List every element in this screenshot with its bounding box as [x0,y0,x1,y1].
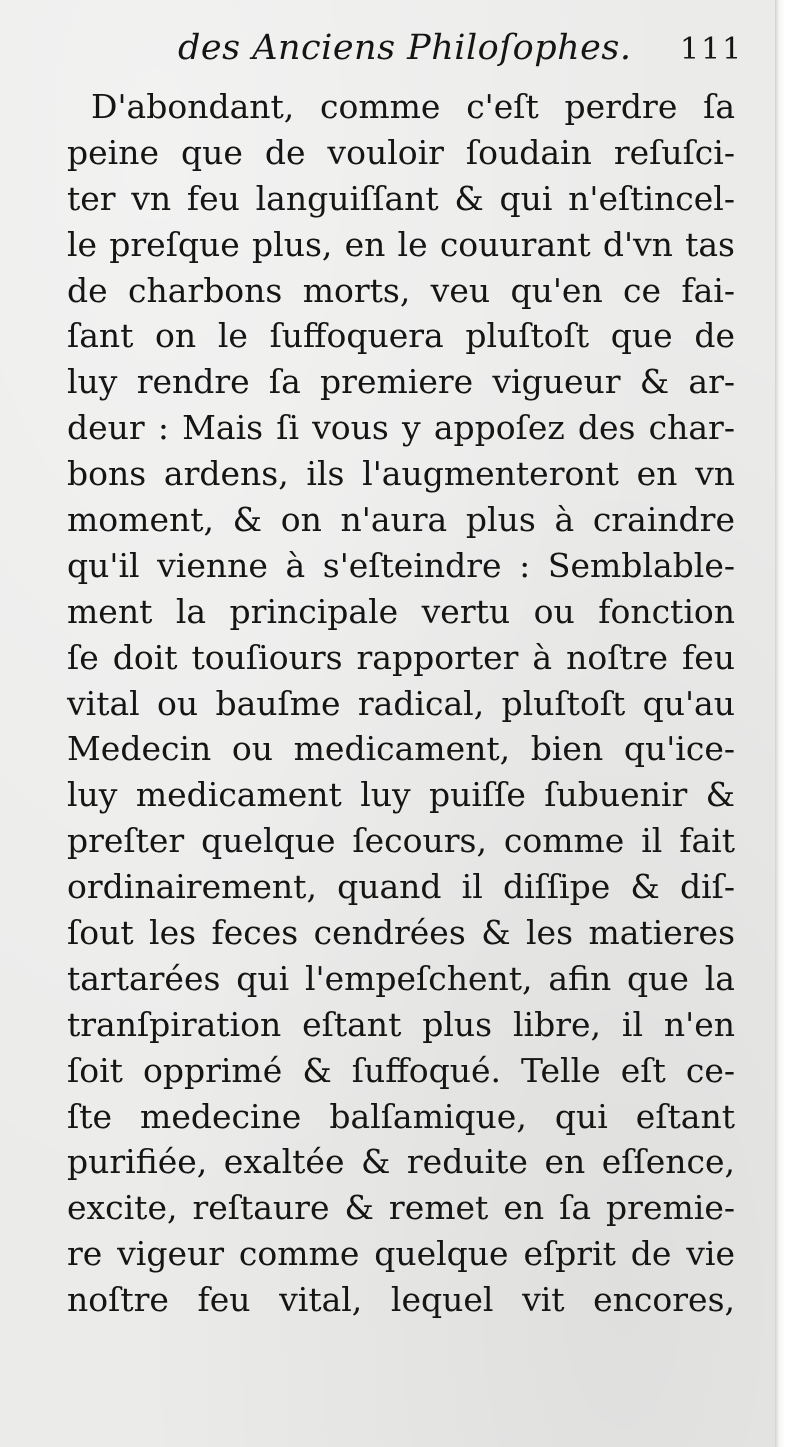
text-line: qu'il vienne à s'eſteindre : Semblable- [67,545,735,585]
text-line: preſter quelque ſecours, comme il fait [67,821,735,861]
text-line: Medecin ou medicament, bien qu'ice- [67,729,735,769]
text-line: excite, reſtaure & remet en ſa premie- [67,1188,735,1228]
page-number: 111 [680,32,744,67]
text-line: luy rendre ſa premiere vigueur & ar- [67,362,735,402]
text-line: tartarées qui l'empeſchent, afin que la [67,958,735,998]
page-edge [775,0,800,1447]
text-line: D'abondant, comme c'eſt perdre ſa [91,87,735,126]
text-line: ſout les feces cendrées & les matieres [67,913,735,953]
text-line: peine que de vouloir ſoudain reſuſci- [67,132,735,172]
text-line: ter vn feu languiſſant & qui n'eſtincel- [67,178,735,218]
text-line: de charbons morts, veu qu'en ce fai- [67,270,735,310]
text-line: moment, & on n'aura plus à craindre [67,500,735,540]
text-line: deur : Mais ſi vous y appoſez des char- [67,408,735,448]
running-title: des Anciens Philoſophes. [178,28,632,68]
text-line: purifiée, exaltée & reduite en eſſence, [67,1142,735,1182]
text-line: ſe doit touſiours rapporter à noſtre feu [67,637,735,677]
text-line: noſtre feu vital, lequel vit encores, [67,1280,735,1320]
text-line: bons ardens, ils l'augmenteront en vn [67,454,735,494]
body-text [67,84,735,1323]
text-line: ſoit opprimé & ſuffoqué. Telle eſt ce- [67,1050,735,1090]
text-line: le preſque plus, en le couurant d'vn tas [67,224,735,264]
text-line: ment la principale vertu ou fonction [67,591,735,631]
text-line: luy medicament luy puiſſe ſubuenir & [67,775,735,815]
text-line: tranſpiration eſtant plus libre, il n'en [67,1004,735,1044]
text-line: ſant on le ſuffoquera pluſtoſt que de [67,316,735,356]
text-line: ſte medecine balſamique, qui eſtant [67,1096,735,1136]
running-head [0,24,778,74]
text-line: ordinairement, quand il diſſipe & diſ- [67,867,735,907]
text-line: vital ou bauſme radical, pluſtoſt qu'au [67,683,735,723]
text-line: re vigeur comme quelque eſprit de vie [67,1234,735,1274]
